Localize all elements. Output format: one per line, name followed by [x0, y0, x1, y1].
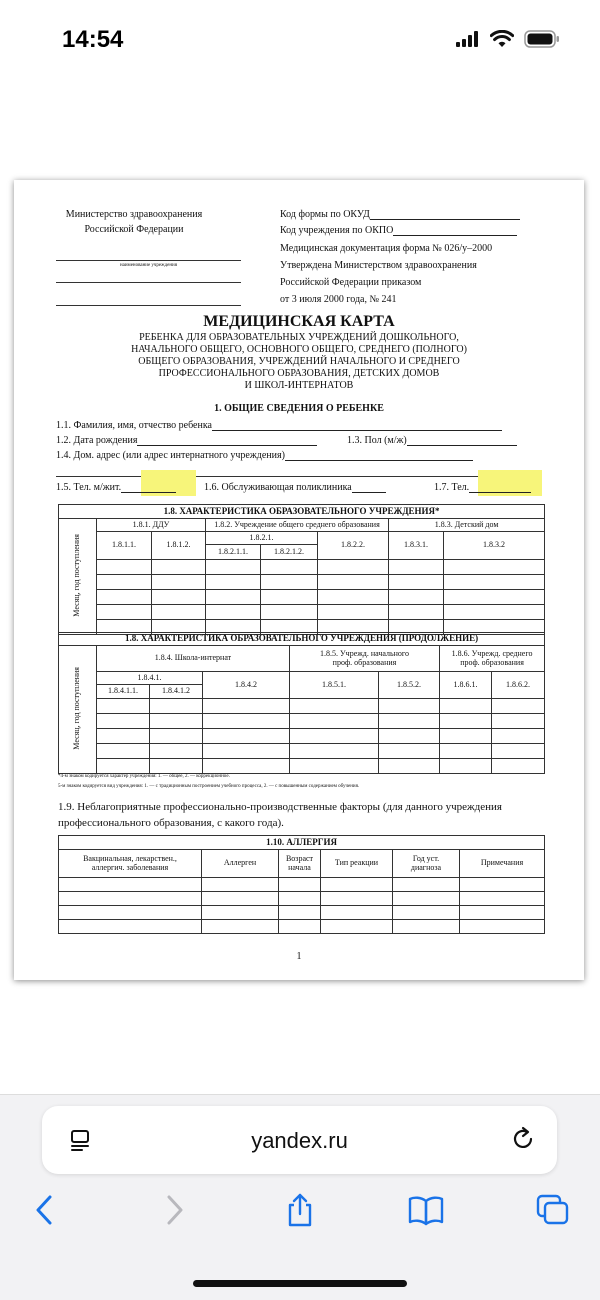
tabs-icon — [534, 1193, 570, 1227]
table-1-8-title: 1.8. ХАРАКТЕРИСТИКА ОБРАЗОВАТЕЛЬНОГО УЧРЕЖДЕНИЯ* — [59, 505, 545, 519]
status-bar — [0, 0, 600, 80]
document-page — [14, 180, 584, 980]
subtitle-line: НАЧАЛЬНОГО ОБЩЕГО, ОСНОВНОГО ОБЩЕГО, СРЕДНЕГО (ПОЛНОГО) — [131, 344, 467, 355]
col-header-1-8-4: 1.8.4. Школа-интернат — [97, 646, 290, 672]
battery-icon — [524, 30, 560, 48]
table-row — [59, 590, 545, 605]
okpo-label: Код учреждения по ОКПО — [280, 226, 517, 236]
subtitle-line: ОБЩЕГО ОБРАЗОВАНИЯ, УЧРЕЖДЕНИЙ НАЧАЛЬНОГО И СРЕДНЕГО — [138, 356, 460, 367]
field-1-6: 1.6. Обслуживающая поликлиника — [204, 483, 386, 493]
col-header: 1.8.2.2. — [318, 532, 389, 560]
subtitle-line: РЕБЕНКА ДЛЯ ОБРАЗОВАТЕЛЬНЫХ УЧРЕЖДЕНИЙ ДОШКОЛЬНОГО, — [139, 332, 459, 343]
ministry-line1: Министерство здравоохранения — [65, 209, 203, 220]
field-1-2: 1.2. Дата рождения — [56, 436, 317, 446]
table-row — [59, 906, 545, 920]
address-continuation-line — [56, 476, 542, 477]
table-1-8-continued-title: 1.8. ХАРАКТЕРИСТИКА ОБРАЗОВАТЕЛЬНОГО УЧРЕЖДЕНИЯ (ПРОДОЛЖЕНИЕ) — [59, 633, 545, 646]
table-row — [59, 744, 545, 759]
col-header: Тип реакции — [321, 850, 393, 878]
col-header-1-8-1: 1.8.1. ДДУ — [97, 519, 206, 532]
entry-month-year-header: Месяц, год поступления — [59, 519, 97, 635]
field-1-7: 1.7. Тел. — [434, 483, 531, 493]
field-1-5: 1.5. Тел. м/жит. — [56, 483, 176, 493]
institution-name-line — [56, 260, 241, 261]
home-indicator — [193, 1280, 407, 1287]
page-number: 1 — [296, 951, 302, 962]
field-1-1: 1.1. Фамилия, имя, отчество ребенка — [56, 421, 502, 431]
ministry-line2: Российской Федерации — [84, 224, 184, 235]
table-row — [59, 714, 545, 729]
blank-line — [56, 282, 241, 283]
entry-month-year-header: Месяц, год поступления — [59, 646, 97, 774]
table-row — [59, 605, 545, 620]
wifi-icon — [490, 30, 514, 48]
table-row — [59, 892, 545, 906]
col-header-1-8-3: 1.8.3. Детский дом — [389, 519, 545, 532]
bookmarks-button[interactable] — [406, 1190, 446, 1230]
forward-button[interactable] — [155, 1190, 195, 1230]
table-row — [59, 560, 545, 575]
approved-line: Утверждена Министерством здравоохранения — [280, 260, 477, 271]
table-row — [59, 729, 545, 744]
blank-line — [56, 305, 241, 306]
section1-title: 1. ОБЩИЕ СВЕДЕНИЯ О РЕБЕНКЕ — [214, 403, 384, 414]
col-header: 1.8.2.1. — [206, 532, 318, 545]
col-header: Аллерген — [202, 850, 279, 878]
table-1-8-continued — [58, 632, 545, 774]
col-header-1-8-6: 1.8.6. Учрежд. среднего проф. образования — [440, 646, 545, 672]
table-row — [59, 759, 545, 774]
col-header: 1.8.4.2 — [203, 672, 290, 699]
col-header-1-8-2: 1.8.2. Учреждение общего среднего образования — [206, 519, 389, 532]
col-header: 1.8.6.2. — [492, 672, 545, 699]
section-1-9-line1: 1.9. Неблагоприятные профессионально-производственные факторы (для данного учреждения — [58, 801, 502, 813]
reload-icon[interactable] — [510, 1126, 536, 1152]
table-1-8 — [58, 504, 545, 635]
med-doc-form: Медицинская документация форма № 026/у–2000 — [280, 243, 493, 254]
table-row — [59, 699, 545, 714]
status-icons — [456, 30, 560, 48]
subtitle-line: И ШКОЛ-ИНТЕРНАТОВ — [244, 380, 354, 391]
order-date-line: от 3 июля 2000 года, № 241 — [280, 294, 397, 305]
document-title: МЕДИЦИНСКАЯ КАРТА — [203, 313, 395, 330]
section-1-9-line2: профессионального образования, с какого года). — [58, 817, 284, 829]
allergy-table-title: 1.10. АЛЛЕРГИЯ — [59, 836, 545, 850]
col-header: 1.8.2.1.2. — [261, 545, 318, 560]
col-header: 1.8.4.1. — [97, 672, 203, 685]
col-header: 1.8.4.1.1. — [97, 685, 150, 699]
back-button[interactable] — [24, 1190, 64, 1230]
chevron-left-icon — [33, 1194, 55, 1226]
footnote: *4-м знаком кодируется характер учреждения: 1. — общее, 2. — коррекционное. — [58, 774, 230, 779]
table-row — [59, 878, 545, 892]
footnote: 5-м знаком кодируется вид учреждения: 1. — с традиционным построением учебного процесса, 2. — с повышенным содержанием обучения. — [58, 784, 360, 789]
cellular-signal-icon — [456, 31, 480, 47]
tabs-button[interactable] — [532, 1190, 572, 1230]
table-1-10-allergy — [58, 835, 545, 934]
table-row — [59, 575, 545, 590]
table-row — [59, 920, 545, 934]
chevron-right-icon — [164, 1194, 186, 1226]
address-bar[interactable] — [42, 1106, 557, 1174]
clock: 14:54 — [62, 26, 124, 53]
book-icon — [407, 1194, 445, 1226]
col-header: Возраст начала — [279, 850, 321, 878]
field-1-4: 1.4. Дом. адрес (или адрес интернатного учреждения) — [56, 451, 473, 461]
col-header: Год уст. диагноза — [393, 850, 460, 878]
col-header: Вакцинальная, лекарствен., аллергич. заболевания — [59, 850, 202, 878]
share-button[interactable] — [280, 1190, 320, 1230]
subtitle-line: ПРОФЕССИОНАЛЬНОГО ОБРАЗОВАНИЯ, ДЕТСКИХ ДОМОВ — [158, 368, 440, 379]
url-text[interactable]: yandex.ru — [251, 1128, 348, 1153]
col-header: Примечания — [460, 850, 545, 878]
field-1-3: 1.3. Пол (м/ж) — [347, 436, 517, 446]
col-header: 1.8.1.2. — [152, 532, 206, 560]
col-header: 1.8.1.1. — [97, 532, 152, 560]
col-header: 1.8.2.1.1. — [206, 545, 261, 560]
rf-order-line: Российской Федерации приказом — [280, 277, 422, 288]
col-header: 1.8.5.1. — [290, 672, 379, 699]
institution-caption: наименование учреждения — [119, 263, 178, 268]
col-header: 1.8.4.1.2 — [150, 685, 203, 699]
col-header: 1.8.5.2. — [379, 672, 440, 699]
col-header-1-8-5: 1.8.5. Учрежд. начального проф. образования — [290, 646, 440, 672]
okud-label: Код формы по ОКУД — [280, 210, 520, 220]
share-icon — [284, 1192, 316, 1228]
col-header: 1.8.3.2 — [444, 532, 545, 560]
col-header: 1.8.6.1. — [440, 672, 492, 699]
col-header: 1.8.3.1. — [389, 532, 444, 560]
